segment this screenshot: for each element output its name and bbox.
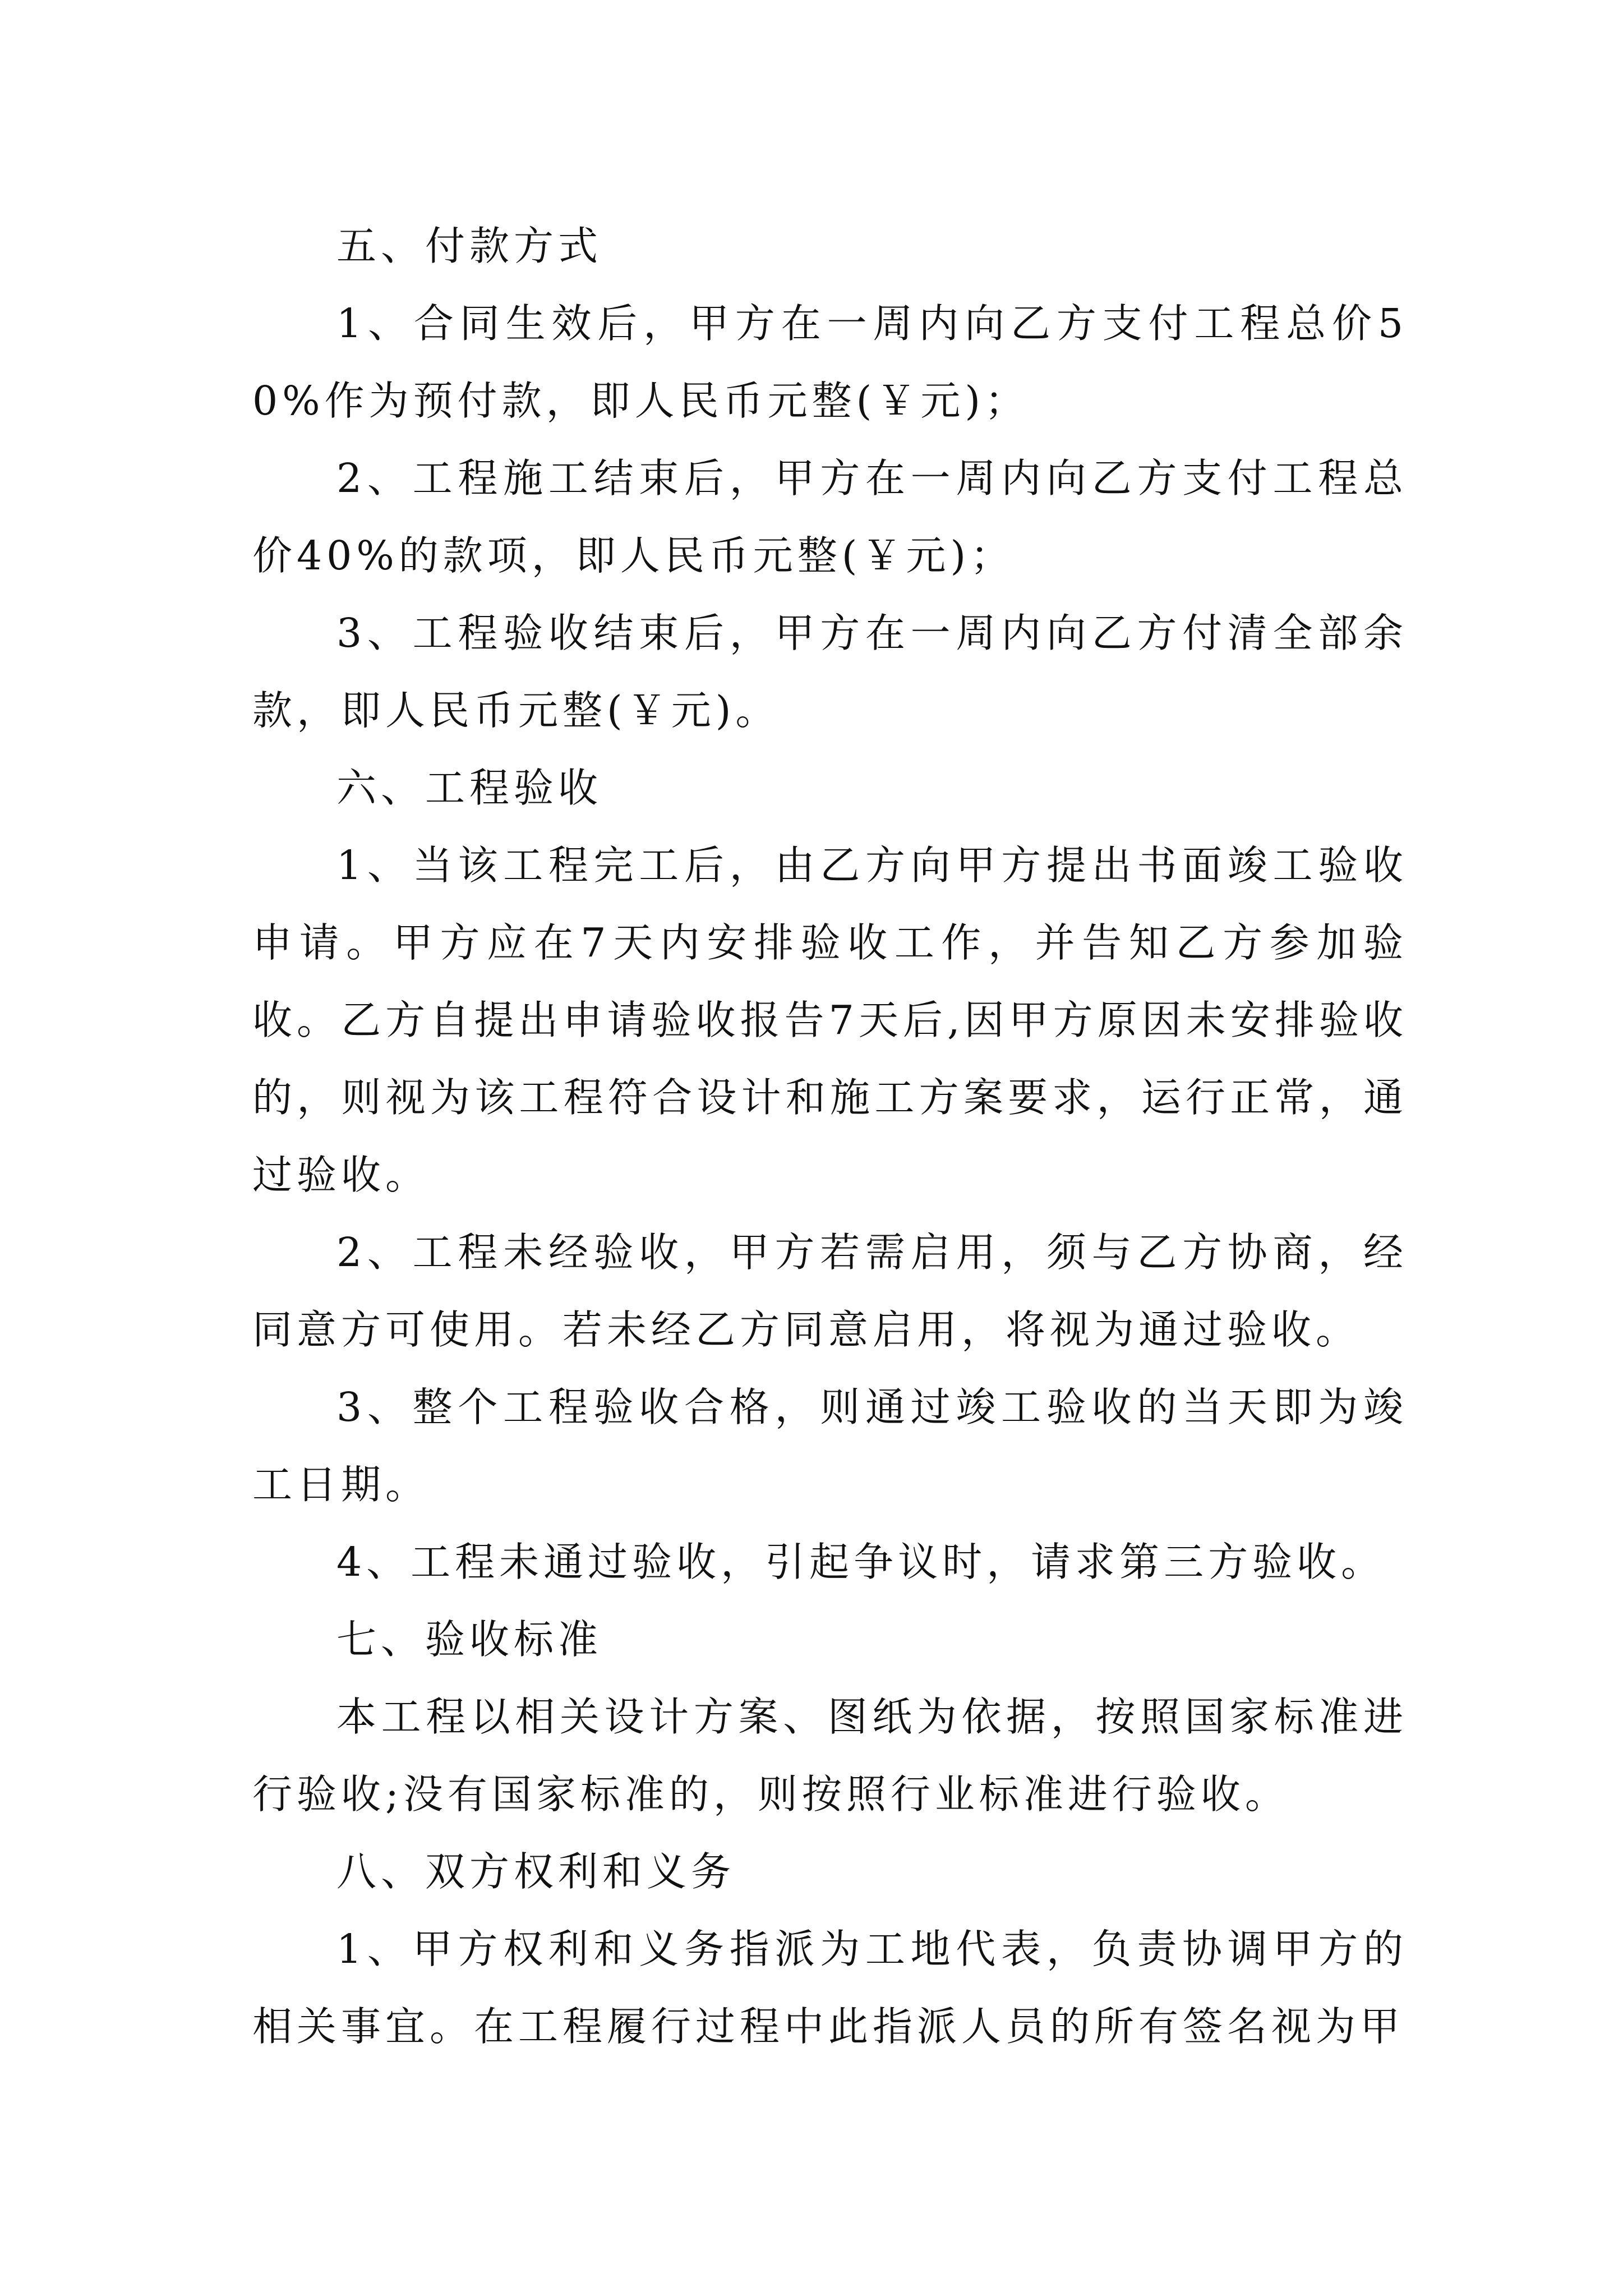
section-heading-standard: 七、验收标准 — [336, 1616, 603, 1663]
paragraph-standard: 本工程以相关设计方案、图纸为依据，按照国家标准进行验收;没有国家标准的，则按照行业标准进行验收。 — [252, 1694, 1408, 1818]
paragraph-acceptance-1: 1、当该工程完工后，由乙方向甲方提出书面竣工验收申请。甲方应在7天内安排验收工作，并告知乙方参加验收。乙方自提出申请验收报告7天后,因甲方原因未安排验收的，则视为该工程符合设计和施工方案要求，运行正常，通过验收。 — [252, 842, 1408, 1198]
paragraph-acceptance-3: 3、整个工程验收合格，则通过竣工验收的当天即为竣工日期。 — [252, 1384, 1408, 1508]
section-heading-rights: 八、双方权利和义务 — [336, 1848, 736, 1895]
paragraph-payment-3: 3、工程验收结束后，甲方在一周内向乙方付清全部余款，即人民币元整(￥元)。 — [252, 610, 1408, 734]
section-heading-payment: 五、付款方式 — [336, 223, 603, 269]
paragraph-payment-1: 1、合同生效后，甲方在一周内向乙方支付工程总价50%作为预付款，即人民币元整(￥元)； — [252, 300, 1408, 424]
paragraph-acceptance-2: 2、工程未经验收，甲方若需启用，须与乙方协商，经同意方可使用。若未经乙方同意启用，将视为通过验收。 — [252, 1229, 1408, 1353]
paragraph-rights-1: 1、甲方权利和义务指派为工地代表，负责协调甲方的相关事宜。在工程履行过程中此指派人员的所有签名视为甲 — [252, 1926, 1408, 2050]
document-body — [252, 208, 1408, 2065]
section-heading-acceptance: 六、工程验收 — [336, 765, 603, 811]
paragraph-acceptance-4: 4、工程未通过验收，引起争议时，请求第三方验收。 — [336, 1539, 1386, 1585]
paragraph-payment-2: 2、工程施工结束后，甲方在一周内向乙方支付工程总价40%的款项，即人民币元整(￥元)； — [252, 455, 1408, 579]
